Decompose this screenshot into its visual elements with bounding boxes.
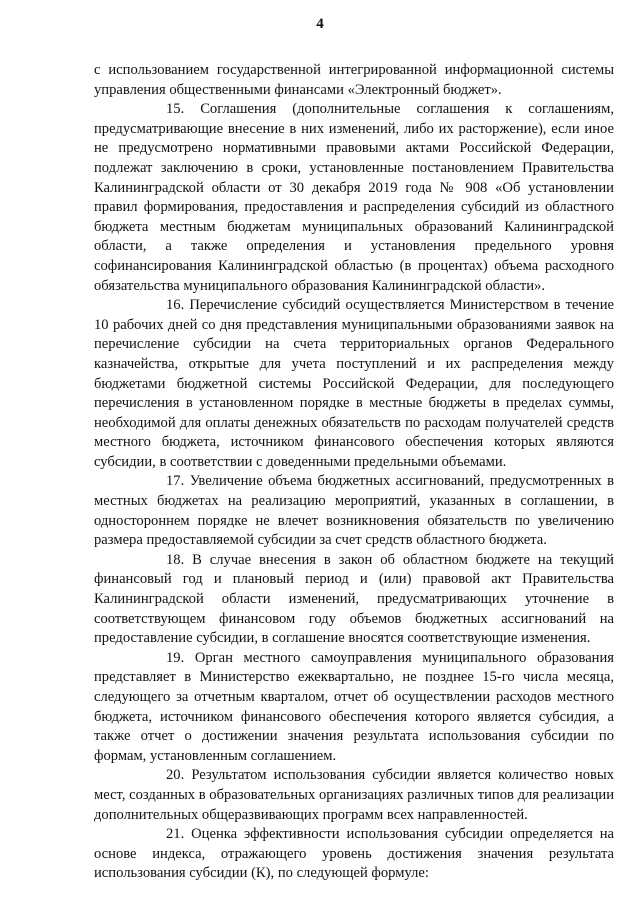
paragraph-text: Орган местного самоуправления муниципального образования представляет в Министерство ежеквартально, не позднее 15-го числа месяца, следующего за отчетным кварталом, отчет об осуществлении расходов местного бюджета, источником финансового обеспечения которого является субсидия, а также отчет о достижении значения результата использования субсидии по формам, установленным соглашением. [94,649,614,764]
document-body [94,61,614,884]
paragraph-number: 16. [166,297,185,314]
paragraph-text: Увеличение объема бюджетных ассигнований, предусмотренных в местных бюджетах на реализацию мероприятий, указанных в соглашении, в одностороннем порядке не влечет возникновения обязательств по увеличению размера предоставляемой субсидии за счет средств областного бюджета. [94,473,615,549]
paragraph-20 [94,766,614,825]
paragraph-number: 20. [166,767,185,784]
paragraph-17 [94,472,614,550]
paragraph-number: 19. [166,649,185,666]
paragraph-text: Соглашения (дополнительные соглашения к соглашениям, предусматривающие внесение в них изменений, либо их расторжение), если иное не предусмотрено нормативными правовыми актами Российской Федерации, подлежат заключению в сроки, установленные постановлением Правительства Калининградской области от 30 декабря 2019 года № 908 «Об установлении правил формирования, предоставления и распределения субсидий из областного бюджета местным бюджетам муниципальных образований Калининградской области, а также определения и установления предельного уровня софинансирования Калининградской областью (в процентах) объема расходного обязательства муниципального образования Калининградской области». [94,101,614,294]
page-number: 4 [316,16,324,32]
paragraph-number: 18. [166,551,185,568]
paragraph-text: Оценка эффективности использования субсидии определяется на основе индекса, отражающего уровень достижения значения результата использования субсидии (К), по следующей формуле: [94,826,614,882]
paragraph-18 [94,551,614,649]
paragraph-16 [94,296,614,472]
paragraph-text: Перечисление субсидий осуществляется Министерством в течение 10 рабочих дней со дня представления муниципальными образованиями заявок на перечисление субсидии на счета территориальных органов Федерального казначейства, открытые для учета поступлений и их распределения между бюджетами бюджетной системы Российской Федерации, для последующего перечисления в установленном порядке в местные бюджеты в пределах суммы, необходимой для оплаты денежных обязательств по расходам получателей средств местного бюджета, источником финансового обеспечения которых являются субсидии, в соответствии с доведенными предельными объемами. [94,297,614,470]
paragraph-19 [94,649,614,767]
paragraph-number: 15. [166,101,185,118]
paragraph-text: В случае внесения в закон об областном бюджете на текущий финансовый год и плановый период и (или) правовой акт Правительства Калининградской области изменений, предусматривающих уточнение в соответствующем финансовом году объемов бюджетных ассигнований на предоставление субсидии, в соглашение вносятся соответствующие изменения. [94,551,614,647]
paragraph-number: 21. [166,826,185,843]
paragraph-number: 17. [166,473,185,490]
paragraph-text: с использованием государственной интегрированной информационной системы управления общественными финансами «Электронный бюджет». [94,62,614,98]
paragraph-21 [94,825,614,884]
paragraph-15 [94,100,614,296]
paragraph-continuation [94,61,614,100]
paragraph-text: Результатом использования субсидии является количество новых мест, созданных в образовательных организациях различных типов для реализации дополнительных общеразвивающих программ всех направленностей. [94,767,614,823]
